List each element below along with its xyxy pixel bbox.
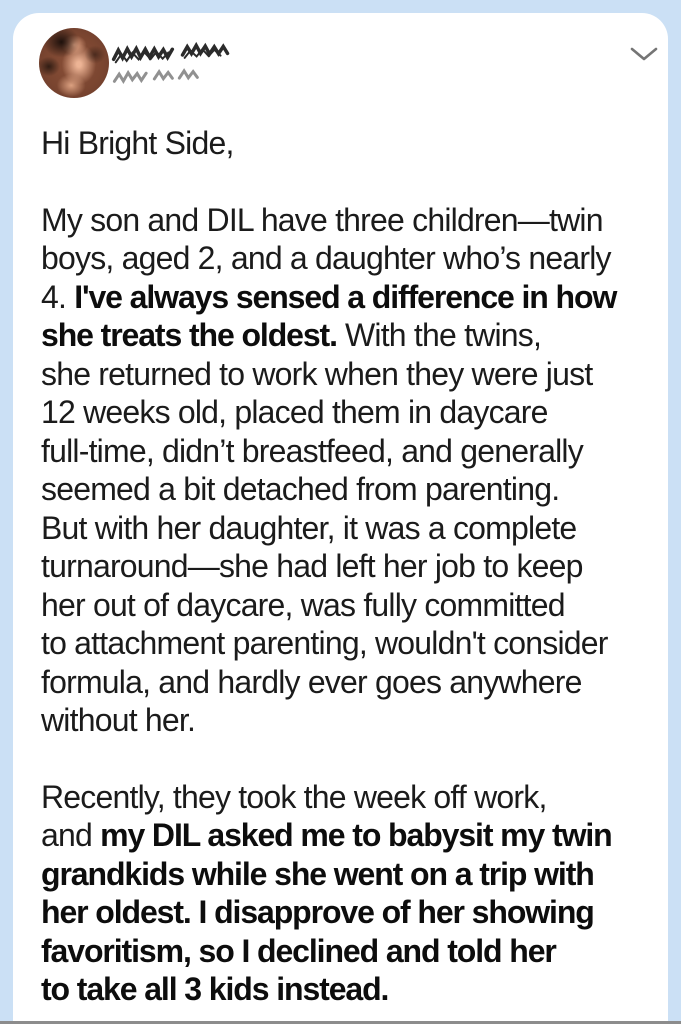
text-line: 12 weeks old, placed them in daycare xyxy=(41,394,548,430)
author-name-scribble[interactable] xyxy=(110,39,252,99)
paragraph xyxy=(41,778,669,1009)
text-line: 4. I've always sensed a difference in how xyxy=(41,278,617,315)
text-line: My son and DIL have three children—twin xyxy=(41,201,603,238)
paragraph xyxy=(41,124,669,163)
text-line: to attachment parenting, wouldn't consider xyxy=(41,625,608,661)
text-line: boys, aged 2, and a daughter who’s nearly xyxy=(41,240,611,276)
post-card xyxy=(13,13,668,1024)
text-line: Hi Bright Side, xyxy=(41,125,234,161)
text-line: her out of daycare, was fully committed xyxy=(41,586,565,623)
text-line: seemed a bit detached from parenting. xyxy=(41,471,560,507)
text-line: her oldest. I disapprove of her showing xyxy=(41,894,594,930)
text-line: Recently, they took the week off work, xyxy=(41,778,547,815)
text-line: she returned to work when they were just xyxy=(41,355,593,392)
text-line: grandkids while she went on a trip with xyxy=(41,855,594,892)
avatar[interactable] xyxy=(39,28,109,98)
text-line: full-time, didn’t breastfeed, and generally xyxy=(41,432,583,469)
scribble-line1 xyxy=(113,44,227,62)
text-line: favoritism, so I declined and told her xyxy=(41,932,556,969)
text-line: But with her daughter, it was a complete xyxy=(41,509,577,546)
post-body xyxy=(41,124,669,1009)
text-line: turnaround—she had left her job to keep xyxy=(41,548,583,584)
paragraph xyxy=(41,201,669,740)
chevron-down-icon[interactable] xyxy=(629,46,659,62)
text-line: formula, and hardly ever goes anywhere xyxy=(41,663,582,700)
scribble-line2 xyxy=(114,70,197,81)
text-line: to take all 3 kids instead. xyxy=(41,971,389,1007)
text-line: without her. xyxy=(41,702,196,738)
text-line: and my DIL asked me to babysit my twin xyxy=(41,817,612,853)
text-line: she treats the oldest. With the twins, xyxy=(41,317,542,353)
